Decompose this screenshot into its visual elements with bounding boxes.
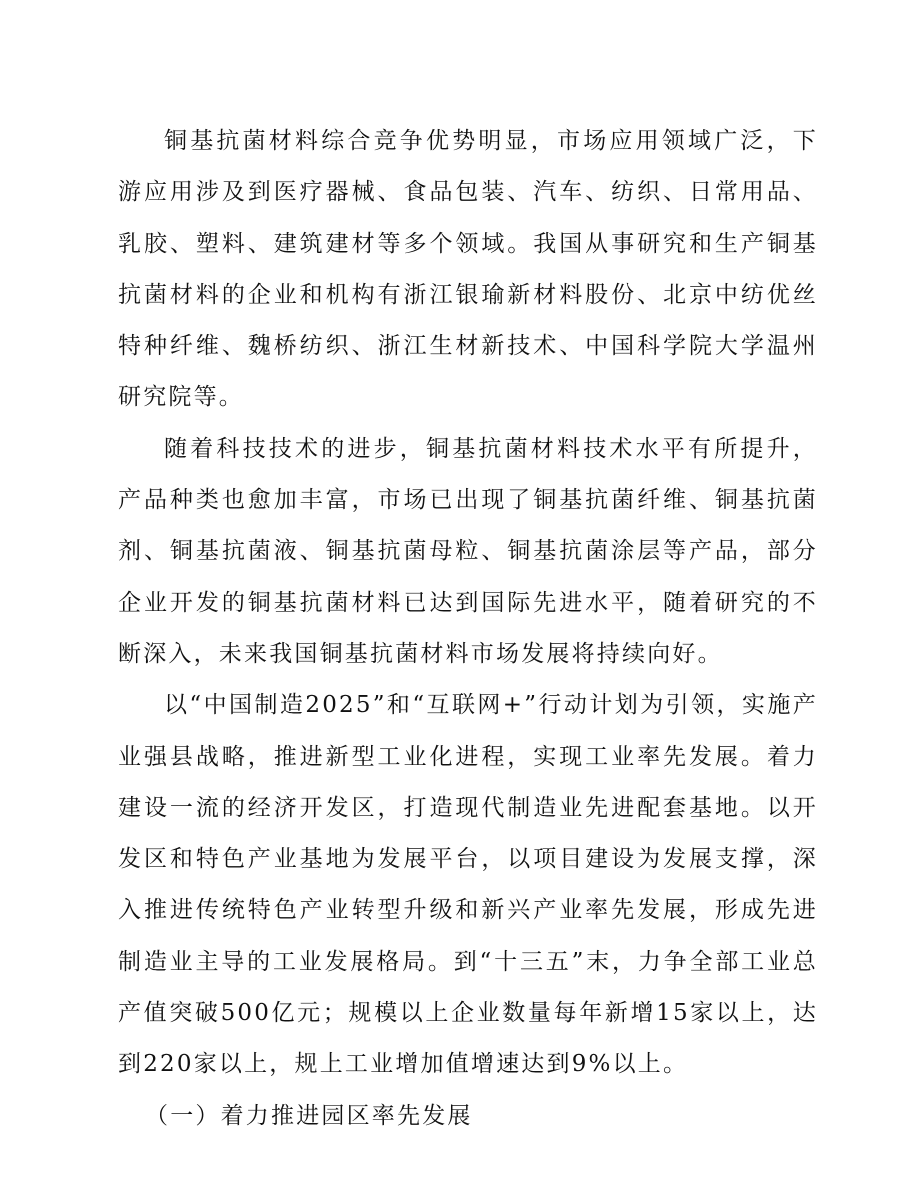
paragraph-copper-antibacterial-advantages: 铜基抗菌材料综合竞争优势明显，市场应用领域广泛，下游应用涉及到医疗器械、食品包装、汽车、纺织、日常用品、乳胶、塑料、建筑建材等多个领域。我国从事研究和生产铜基抗菌材料的企业和机构有浙江银瑜新材料股份、北京中纺优丝特种纤维、魏桥纺织、浙江生材新技术、中国科学院大学温州研究院等。 <box>118 128 818 411</box>
section-heading: （一）着力推进园区率先发展 <box>145 1102 473 1129</box>
paragraph-technology-progress: 随着科技技术的进步，铜基抗菌材料技术水平有所提升，产品种类也愈加丰富，市场已出现了铜基抗菌纤维、铜基抗菌剂、铜基抗菌液、铜基抗菌母粒、铜基抗菌涂层等产品，部分企业开发的铜基抗菌材料已达到国际先进水平，随着研究的不断深入，未来我国铜基抗菌材料市场发展将持续向好。 <box>118 435 818 667</box>
document-body <box>118 116 818 1142</box>
paragraph-industrial-strategy: 以“中国制造2025”和“互联网+”行动计划为引领，实施产业强县战略，推进新型工业化进程，实现工业率先发展。着力建设一流的经济开发区，打造现代制造业先进配套基地。以开发区和特色产业基地为发展平台，以项目建设为发展支撑，深入推进传统特色产业转型升级和新兴产业率先发展，形成先进制造业主导的工业发展格局。到“十三五”末，力争全部工业总产值突破500亿元；规模以上企业数量每年新增15家以上，达到220家以上，规上工业增加值增速达到9%以上。 <box>118 692 818 1078</box>
